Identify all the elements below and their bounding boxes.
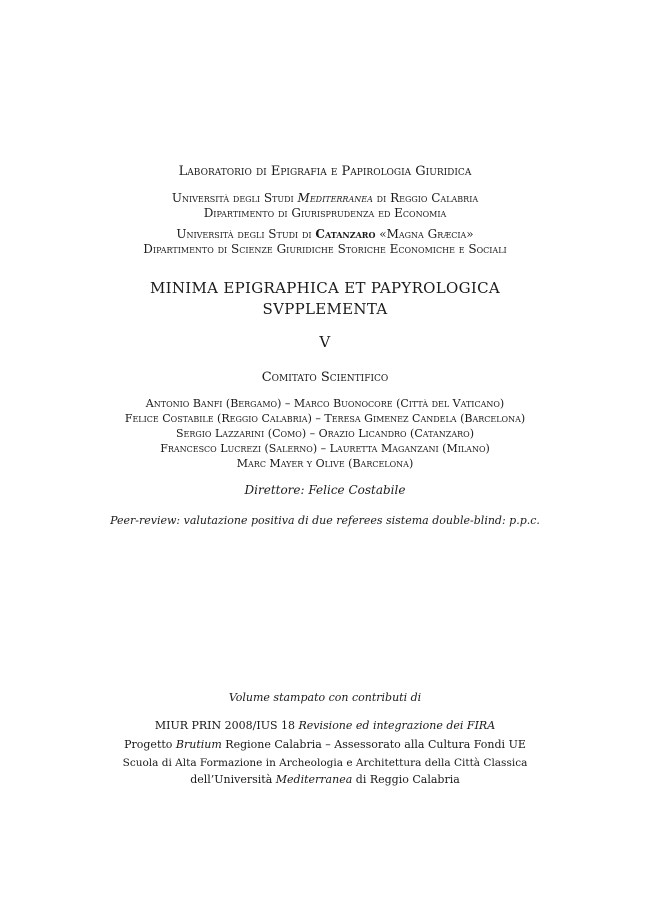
department-giurisprudenza: Dipartimento di Giurisprudenza ed Economia xyxy=(203,206,447,220)
department-scienze-giuridiche: Dipartimento di Scienze Giuridiche Storiche Economiche e Sociali xyxy=(143,242,507,256)
university-line: dell’Università Mediterranea di Reggio Calabria xyxy=(190,773,460,786)
committee-member-line: Sergio Lazzarini (Como) – Orazio Licandro (Catanzaro) xyxy=(175,427,474,440)
director-line: Direttore: Felice Costabile xyxy=(244,483,406,497)
committee-heading: Comitato Scientifico xyxy=(261,370,389,385)
volume-number: V xyxy=(319,333,331,351)
lab-name: Laboratorio di Epigrafia e Papirologia Giuridica xyxy=(178,164,472,179)
progetto-line: Progetto Brutium Regione Calabria – Assessorato alla Cultura Fondi UE xyxy=(124,738,526,751)
university-mediterranea: Università degli Studi Mediterranea di Reggio Calabria xyxy=(171,191,479,205)
series-title: MINIMA EPIGRAPHICA ET PAPYROLOGICA xyxy=(149,279,501,297)
series-subtitle: SVPPLEMENTA xyxy=(262,300,388,318)
committee-member-line: Francesco Lucrezi (Salerno) – Lauretta Maganzani (Milano) xyxy=(160,442,490,455)
committee-member-line: Antonio Banfi (Bergamo) – Marco Buonocore (Città del Vaticano) xyxy=(145,397,505,410)
miur-line: MIUR PRIN 2008/IUS 18 Revisione ed integrazione dei FIRA xyxy=(154,719,496,732)
printed-with-line: Volume stampato con contributi di xyxy=(228,691,422,704)
committee-member-line: Marc Mayer y Olive (Barcelona) xyxy=(236,457,414,470)
committee-member-line: Felice Costabile (Reggio Calabria) – Teresa Gimenez Candela (Barcelona) xyxy=(124,412,526,425)
scuola-line: Scuola di Alta Formazione in Archeologia e Architettura della Città Classica xyxy=(122,757,528,769)
university-catanzaro: Università degli Studi di Catanzaro «Magna Græcia» xyxy=(176,227,474,241)
peer-review-note: Peer-review: valutazione positiva di due referees sistema double-blind: p.p.c. xyxy=(110,514,540,527)
